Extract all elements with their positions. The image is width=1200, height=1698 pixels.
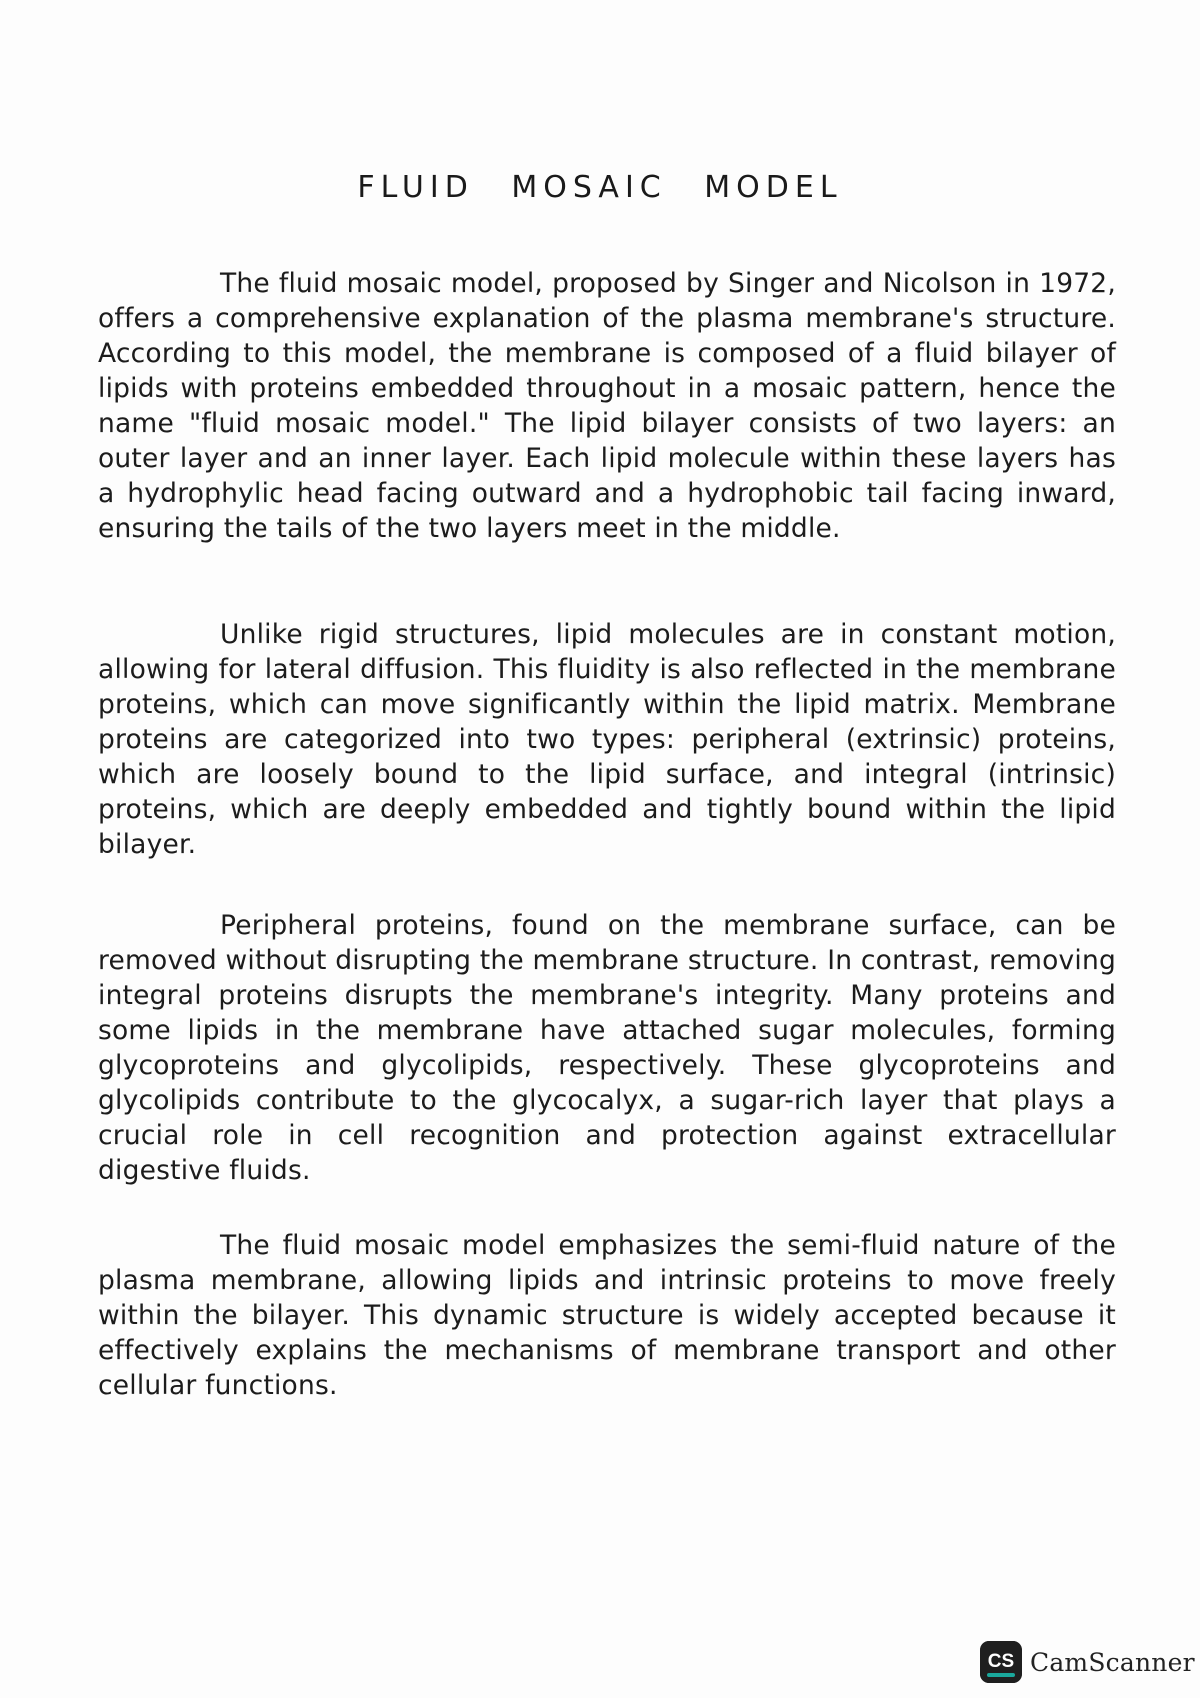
- document-title: FLUID MOSAIC MODEL: [357, 170, 843, 205]
- paragraph-4: The fluid mosaic model emphasizes the semi-fluid nature of the plasma membrane, allowing lipids and intrinsic proteins to move freely within the bilayer. This dynamic structure is widely accepted because it effectively explains the mechanisms of membrane transport and other cellular functions.: [98, 1230, 1116, 1401]
- camscanner-logo-text: CS: [987, 1651, 1015, 1672]
- camscanner-brand-name: CamScanner: [1030, 1647, 1195, 1677]
- camscanner-logo-icon: [980, 1641, 1022, 1683]
- camscanner-watermark: [980, 1640, 1195, 1684]
- paragraph-1: The fluid mosaic model, proposed by Singer and Nicolson in 1972, offers a comprehensive explanation of the plasma membrane's structure. According to this model, the membrane is composed of a fluid bilayer of lipids with proteins embedded throughout in a mosaic pattern, hence the name "fluid mosaic model." The lipid bilayer consists of two layers: an outer layer and an inner layer. Each lipid molecule within these layers has a hydrophylic head facing outward and a hydrophobic tail facing inward, ensuring the tails of the two layers meet in the middle.: [98, 268, 1116, 544]
- paragraph-2: Unlike rigid structures, lipid molecules are in constant motion, allowing for lateral diffusion. This fluidity is also reflected in the membrane proteins, which can move significantly within the lipid matrix. Membrane proteins are categorized into two types: peripheral (extrinsic) proteins, which are loosely bound to the lipid surface, and integral (intrinsic) proteins, which are deeply embedded and tightly bound within the lipid bilayer.: [98, 619, 1116, 860]
- paragraph-3: Peripheral proteins, found on the membrane surface, can be removed without disrupting the membrane structure. In contrast, removing integral proteins disrupts the membrane's integrity. Many proteins and some lipids in the membrane have attached sugar molecules, forming glycoproteins and glycolipids, respectively. These glycoproteins and glycolipids contribute to the glycocalyx, a sugar-rich layer that plays a crucial role in cell recognition and protection against extracellular digestive fluids.: [98, 910, 1116, 1186]
